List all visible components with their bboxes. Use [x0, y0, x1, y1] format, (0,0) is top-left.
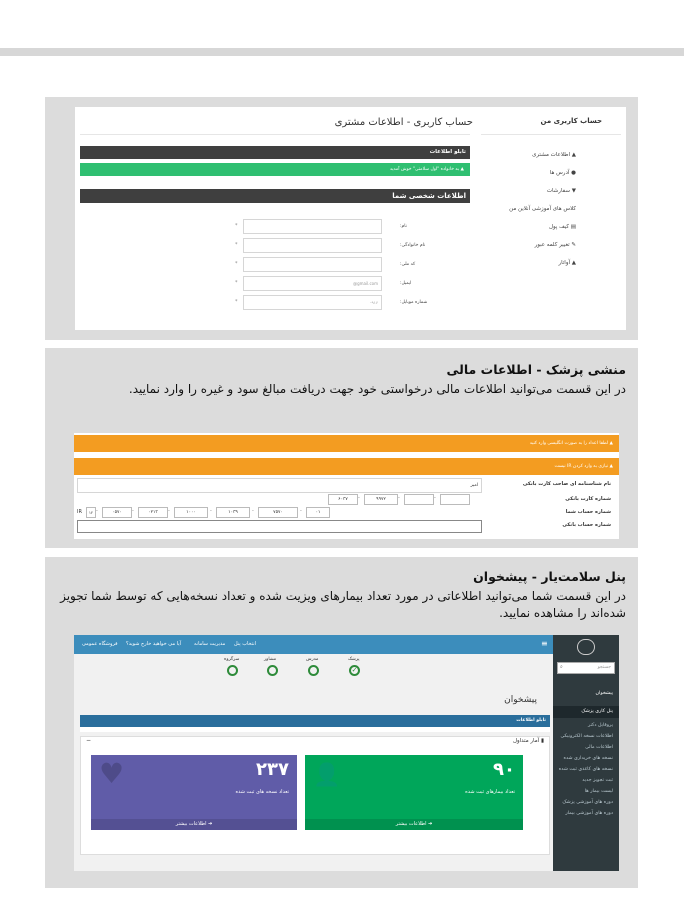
financial-screen: ▲ لطفا اعداد را به صورت انگلیسی وارد کنید ▲ نیازی به وارد کردن IR نیست نام شناسنامه ای صاحب کارت بانکی امیر شماره کارت بانکی - - ۹۹۷۲ - ۶۰۳۷ شماره حساب شما IR ۰۱ - ۷۵۷۰ - ۱۰۳۹ - ۱۰۰۰ - ۰۲۱۳ - ۰۵۷۰ - ۱۲ شماره حساب بانکی — [74, 433, 619, 539]
prescriptions-count: ۲۳۷ — [256, 759, 289, 780]
menu-icon[interactable]: ≡ — [541, 639, 548, 648]
welcome-alert: ▲ به خانواده "اول سلامتی" خوش آمدید — [80, 163, 470, 176]
sidebar-title: حساب کاربری من — [540, 117, 602, 125]
check-circle-icon[interactable]: ✓ — [349, 665, 360, 676]
iban-part[interactable]: ۱۰۰۰ — [174, 507, 208, 518]
sidebar-item-doctor-profile[interactable]: پروفایل دکتر — [587, 723, 613, 728]
role-radio-circle[interactable] — [267, 665, 278, 676]
lastname-input[interactable] — [243, 238, 382, 253]
field-label-email: ایمیل: — [400, 281, 412, 286]
role-label: مدرس — [306, 657, 319, 662]
warning-icon: ▲ — [608, 441, 613, 446]
patients-label: تعداد بیمارهای ثبت شده — [465, 789, 515, 795]
role-radio-circle[interactable] — [308, 665, 319, 676]
required-star: * — [235, 280, 238, 286]
iban-prefix: IR — [77, 509, 82, 515]
section-desc-dashboard: در این قسمت شما می‌توانید اطلاعاتی در مورد تعداد بیمارهای ویزیت شده و تعداد نسخه‌هایی که توسط شما تجویز شده‌اند را مشاهده نمایید. — [60, 589, 626, 620]
card-part-3[interactable] — [404, 494, 434, 505]
sidebar-item-patient-courses[interactable]: دوره های آموزشی بیمار — [565, 811, 613, 816]
dashboard-sidebar — [553, 635, 619, 871]
iban-part[interactable]: ۰۵۷۰ — [102, 507, 132, 518]
section-title-dashboard: پنل سلامت‌یار - پیشخوان — [473, 569, 626, 584]
notice-header: تابلو اطلاعات — [80, 715, 550, 727]
required-star: * — [235, 299, 238, 305]
sidebar-item-avatar[interactable]: ▲ آواتار — [558, 260, 576, 266]
name-input[interactable] — [243, 219, 382, 234]
sidebar-item-classes[interactable]: کلاس های آموزشی آنلاین من — [509, 206, 576, 212]
field-label-national-id: کد ملی: — [400, 262, 416, 267]
section-header: اطلاعات شخصی شما — [80, 189, 470, 203]
sidebar-item-orders[interactable]: ▼ سفارشات — [546, 188, 576, 194]
page-title: حساب کاربری - اطلاعات مشتری — [334, 117, 473, 128]
search-input[interactable]: جستجو — [557, 662, 615, 674]
card-part-1[interactable]: ۶۰۳۷ — [328, 494, 358, 505]
label-account-number: شماره حساب شما — [565, 509, 611, 515]
section-desc-financial: در این قسمت می‌توانید اطلاعات مالی درخواستی خود جهت دریافت مبالغ سود و غیره را وارد نمایید. — [128, 382, 626, 396]
nav-select-panel[interactable]: انتخاب پنل — [234, 641, 257, 647]
sidebar-item-doctor-courses[interactable]: دوره های آموزشی پزشک — [562, 800, 613, 805]
iban-part[interactable]: ۰۱ — [306, 507, 330, 518]
stats-header: ▮ آمار متداول — [512, 738, 544, 744]
mobile-input[interactable]: ۰۹۱۶ — [243, 295, 382, 310]
bank-account-input[interactable] — [77, 520, 482, 533]
sidebar-item-doctor-panel[interactable]: پنل کاری پزشک — [581, 709, 613, 714]
sidebar-item-dashboard[interactable]: پیشخوان — [595, 691, 613, 696]
patients-stat-card — [305, 755, 523, 830]
card-owner-input[interactable]: امیر — [77, 478, 482, 493]
logo-icon — [577, 639, 595, 655]
required-star: * — [235, 223, 238, 229]
user-add-icon: 👤 — [313, 763, 341, 788]
iban-part[interactable]: ۷۵۷۰ — [258, 507, 298, 518]
field-label-mobile: شماره موبایل: — [400, 300, 428, 305]
heart-icon: ♥ — [99, 757, 125, 790]
sidebar-item-e-prescription[interactable]: اطلاعات نسخه الکترونیکی — [560, 734, 613, 739]
patients-more-link[interactable]: اطلاعات بیشتر ➔ — [305, 819, 523, 830]
screenshot-frame-financial — [45, 348, 638, 548]
role-label: مشاور — [264, 657, 277, 662]
dashboard-screen — [74, 635, 619, 871]
chart-icon: ▮ — [539, 738, 544, 744]
search-icon[interactable]: ⌕ — [560, 664, 563, 670]
top-navbar — [74, 635, 553, 654]
nav-logout[interactable]: آیا می خواهید خارج شوید؟ — [126, 641, 182, 647]
sidebar-item-change-password[interactable]: ✎ تغییر کلمه عبور — [534, 242, 576, 248]
iban-part[interactable]: ۰۲۱۳ — [138, 507, 168, 518]
sidebar-item-patients[interactable]: لیست بیمار ها — [584, 789, 613, 794]
section-title-financial: منشی پزشک - اطلاعات مالی — [446, 362, 626, 377]
alert-icon: ▲ — [459, 167, 464, 172]
screenshot-frame-dashboard — [45, 557, 638, 888]
card-part-2[interactable]: ۹۹۷۲ — [364, 494, 398, 505]
field-label-name: نام: — [400, 224, 407, 229]
sidebar-item-customer-info[interactable]: ▲ اطلاعات مشتری — [532, 152, 576, 158]
role-label: سرگروه — [224, 657, 240, 662]
top-divider — [0, 48, 684, 56]
collapse-icon[interactable]: − — [86, 737, 92, 744]
role-label: پزشک — [348, 657, 360, 662]
sidebar-item-new-prescription[interactable]: ثبت تجویز جدید — [582, 778, 613, 783]
required-star: * — [235, 261, 238, 267]
prescriptions-stat-card — [91, 755, 297, 830]
notice-body — [80, 727, 550, 732]
nav-admin[interactable]: مدیریت سامانه — [194, 641, 226, 647]
label-card-number: شماره کارت بانکی — [565, 496, 611, 502]
warning-icon: ▲ — [608, 464, 613, 469]
prescriptions-label: تعداد نسخه های ثبت شده — [235, 789, 289, 795]
account-screen — [75, 107, 626, 330]
iban-part[interactable]: ۱۲ — [86, 507, 96, 518]
email-input[interactable]: @gmail.com — [243, 276, 382, 291]
sidebar-item-wallet[interactable]: ▤ کیف پول — [548, 224, 576, 230]
patients-count: ۹۰ — [493, 759, 515, 780]
nav-store[interactable]: فروشگاه عمومی — [82, 641, 118, 647]
iban-part[interactable]: ۱۰۳۹ — [216, 507, 250, 518]
label-bank-account: شماره حساب بانکی — [562, 522, 611, 528]
screenshot-frame-account — [45, 97, 638, 340]
sidebar-item-addresses[interactable]: ● آدرس ها — [549, 170, 576, 176]
role-radio-circle[interactable] — [227, 665, 238, 676]
required-star: * — [235, 242, 238, 248]
field-label-lastname: نام خانوادگی: — [400, 243, 426, 248]
sidebar-item-paper-prescriptions[interactable]: نسخه های کاغذی ثبت شده — [558, 767, 613, 772]
warning-english-digits: ▲ لطفا اعداد را به صورت انگلیسی وارد کنید — [74, 435, 619, 452]
card-part-4[interactable] — [440, 494, 470, 505]
sidebar-item-bought-prescriptions[interactable]: نسخه های خریداری شده — [563, 756, 613, 761]
notice-header: تابلو اطلاعات — [80, 146, 470, 159]
warning-no-ir: ▲ نیازی به وارد کردن IR نیست — [74, 458, 619, 475]
sidebar-item-financial[interactable]: اطلاعات مالی — [585, 745, 613, 750]
prescriptions-more-link[interactable]: اطلاعات بیشتر ➔ — [91, 819, 297, 830]
dashboard-title: پیشخوان — [504, 695, 537, 705]
label-card-owner: نام شناسنامه ای صاحب کارت بانکی — [522, 481, 611, 487]
national-id-input[interactable] — [243, 257, 382, 272]
